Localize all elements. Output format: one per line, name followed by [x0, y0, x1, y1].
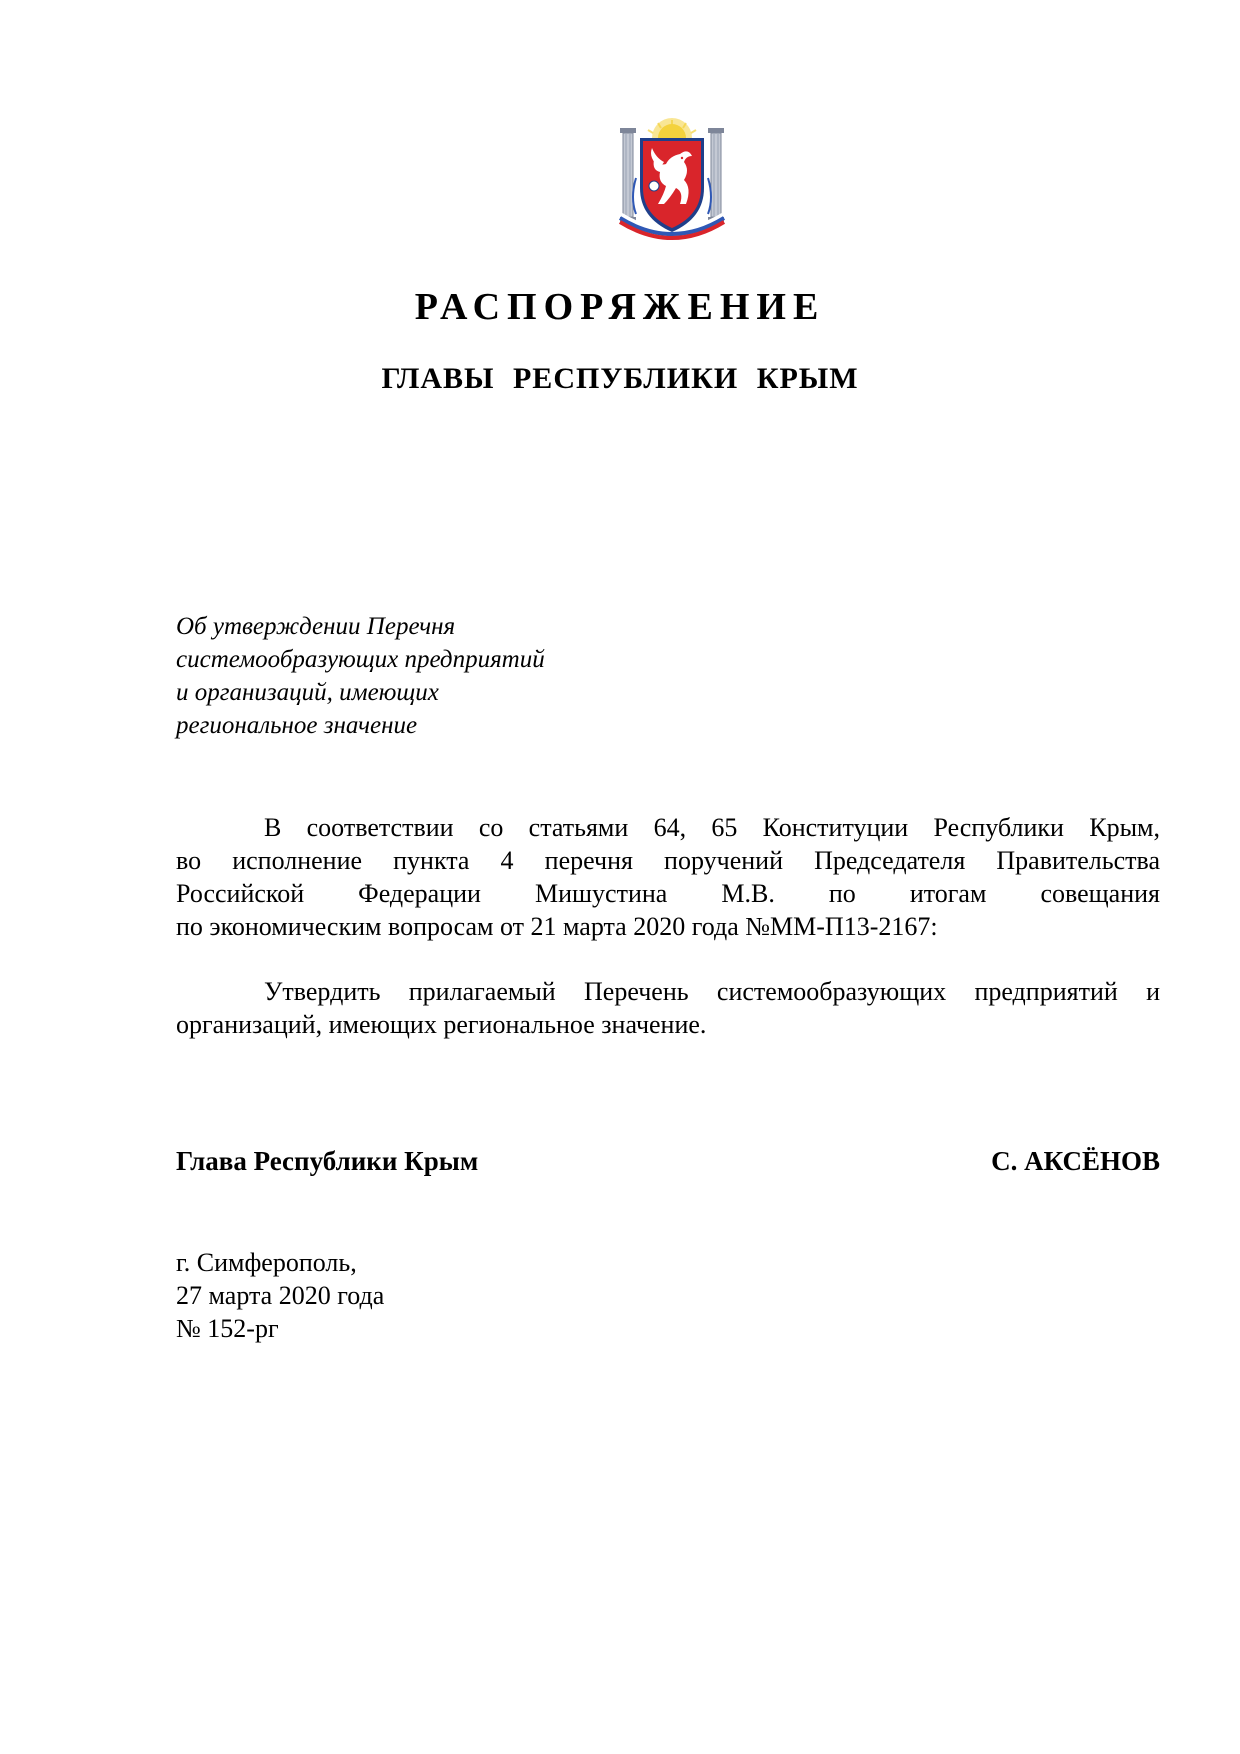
paragraph-order: [176, 975, 1160, 1041]
paragraph-line: организаций, имеющих региональное значение.: [176, 1010, 707, 1039]
paragraph-line: по экономическим вопросам от 21 марта 2020 года №ММ-П13-2167:: [176, 912, 938, 941]
document-subject: [176, 610, 776, 742]
document-date: 27 марта 2020 года: [176, 1281, 385, 1310]
crimea-coat-of-arms-icon: [614, 118, 730, 242]
subject-line: системообразующих предприятий: [176, 646, 545, 673]
paragraph-line: Утвердить прилагаемый Перечень системообразующих предприятий и: [264, 977, 1160, 1006]
document-title: РАСПОРЯЖЕНИЕ: [414, 286, 826, 328]
subject-line: Об утверждении Перечня: [176, 613, 456, 640]
paragraph-line: во исполнение пункта 4 перечня поручений Председателя Правительства: [176, 846, 1160, 875]
paragraph-line: Российской Федерации Мишустина М.В. по итогам совещания: [176, 879, 1160, 908]
document-place: г. Симферополь,: [176, 1248, 357, 1277]
subject-line: и организаций, имеющих: [176, 679, 439, 706]
paragraph-line: В соответствии со статьями 64, 65 Конституции Республики Крым,: [264, 813, 1160, 842]
sun-icon: [648, 118, 696, 138]
document-number: № 152-рг: [176, 1314, 279, 1343]
document-subtitle: ГЛАВЫ РЕСПУБЛИКИ КРЫМ: [381, 362, 859, 395]
signatory-name: С. АКСЁНОВ: [991, 1146, 1160, 1176]
document-place-date-number: [176, 1246, 384, 1345]
subject-line: региональное значение: [176, 712, 418, 739]
paragraph-preamble: [176, 811, 1160, 943]
signatory-position: Глава Республики Крым: [176, 1146, 479, 1176]
